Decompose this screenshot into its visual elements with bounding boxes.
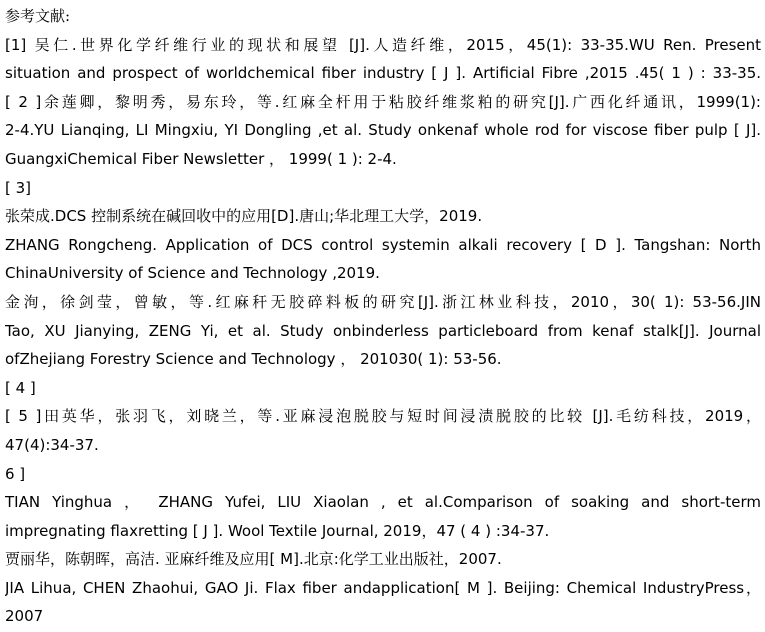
reference-line: 贾丽华，陈朝晖，高洁. 亚麻纤维及应用[ M].北京:化学工业出版社，2007. xyxy=(5,550,502,569)
reference-line: [ 5 ]田英华，张羽飞，刘晓兰，等.亚麻浸泡脱胶与短时间浸渍脱胶的比较 [J].毛纺科技，2019， xyxy=(5,407,761,426)
reference-line: situation and prospect of worldchemical fiber industry [ J ]. Artificial Fibre ,2015 .45( 1 ) : 33-35. xyxy=(5,64,761,83)
reference-line: [ 2 ]余莲卿，黎明秀，易东玲，等.红麻全杆用于粘胶纤维浆粕的研究[J].广西化纤通讯，1999(1): xyxy=(5,92,761,111)
reference-line: ChinaUniversity of Science and Technology ,2019. xyxy=(5,264,380,283)
reference-line: ZHANG Rongcheng. Application of DCS control systemin alkali recovery [ D ]. Tangshan: North xyxy=(5,235,761,254)
reference-line: [ 3] xyxy=(5,178,32,197)
reference-line: impregnating flaxretting [ J ]. Wool Textile Journal, 2019，47 ( 4 ) :34-37. xyxy=(5,521,550,540)
reference-line: 2-4.YU Lianqing, LI Mingxiu, YI Dongling ,et al. Study onkenaf whole rod for viscose fiber pulp [ J]. xyxy=(5,121,761,140)
reference-line: ofZhejiang Forestry Science and Technology ， 201030( 1): 53-56. xyxy=(5,350,502,369)
reference-list xyxy=(5,2,761,631)
reference-line: 金洵，徐剑莹，曾敏，等.红麻秆无胶碎料板的研究[J].浙江林业科技，2010，30( 1): 53-56.JIN xyxy=(5,292,761,311)
references-heading: 参考文献: xyxy=(5,7,71,25)
reference-line: 47(4):34-37. xyxy=(5,435,99,454)
reference-line: [ 4 ] xyxy=(5,378,36,397)
reference-line: 2007 xyxy=(5,607,44,626)
reference-line: 张荣成.DCS 控制系统在碱回收中的应用[D].唐山;华北理工大学，2019. xyxy=(5,207,483,226)
reference-line: [1] 吴仁.世界化学纤维行业的现状和展望 [J].人造纤维，2015，45(1): 33-35.WU Ren. Present xyxy=(5,35,761,54)
reference-line: Tao, XU Jianying, ZENG Yi, et al. Study onbinderless particleboard from kenaf stalk[J]. Journal xyxy=(5,321,761,340)
reference-line: GuangxiChemical Fiber Newsletter ， 1999( 1 ): 2-4. xyxy=(5,149,397,168)
reference-line: JIA Lihua, CHEN Zhaohui, GAO Ji. Flax fiber andapplication[ M ]. Beijing: Chemical IndustryPress， xyxy=(5,578,761,597)
reference-line: 6 ] xyxy=(5,464,26,483)
reference-line: TIAN Yinghua ， ZHANG Yufei, LIU Xiaolan , et al.Comparison of soaking and short-term xyxy=(5,493,761,512)
